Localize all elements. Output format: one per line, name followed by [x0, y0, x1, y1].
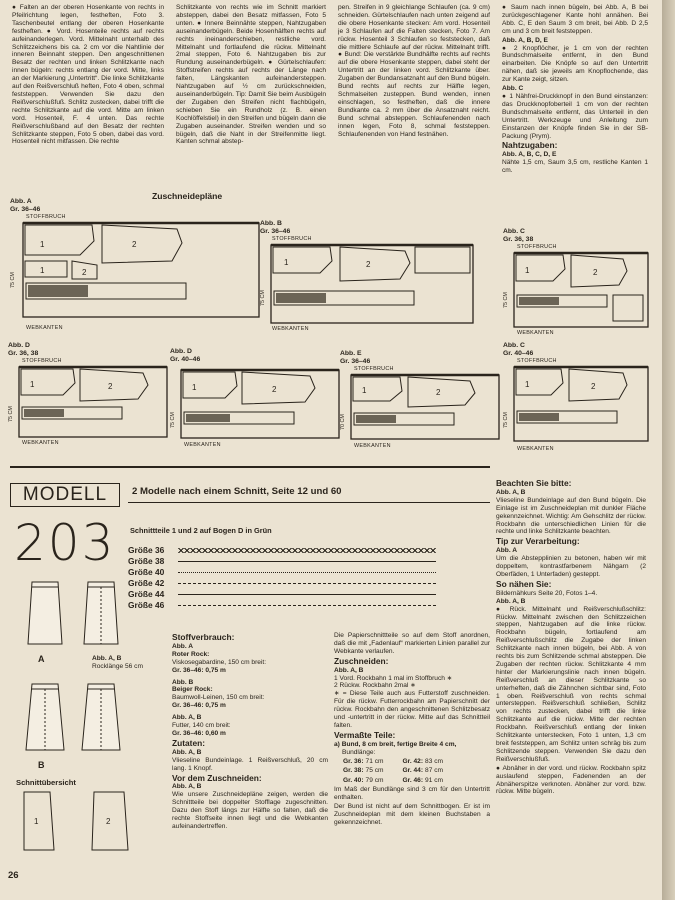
layout-sizes: Gr. 36–46	[340, 357, 371, 365]
size-label: Größe 36	[128, 545, 165, 555]
layout-diagram	[513, 365, 649, 443]
section-heading: Zuschneiden:	[334, 655, 389, 666]
next-page-edge	[662, 0, 675, 900]
skirt-sketch-a	[20, 578, 130, 650]
layout-label: Abb. C	[503, 342, 525, 349]
instructions-text: ● 1 Nähfrei-Druckknopf in den Bund einstanzen: das Druckknopfoberteil 1 cm von der rechten Bundschmalseite entfernt, das Unterteil in den Untertritt. Werkzeuge und Anleitung zum Einstanzen der Knöpfe finden Sie in der SB-Packung (Prym).	[502, 92, 648, 140]
width-label: 75 CM	[10, 272, 16, 288]
modell-title: 2 Modelle nach einem Schnitt, Seite 12 und 60	[132, 486, 342, 497]
size-label: Größe 40	[128, 567, 165, 577]
waistband-table: Gr. 36: 71 cm Gr. 42: 83 cm Gr. 38: 75 cm Gr. 44: 87 cm Gr. 40: 79 cm Gr. 46: 91 cm	[343, 757, 443, 785]
skirt-sketch-b	[20, 680, 130, 756]
section-label: Abb. A, B, C, D, E	[502, 151, 557, 159]
pattern-overview-diagram	[20, 790, 140, 852]
instructions-text: ● Falten an der oberen Hosenkante von rechts in Pfeilrichtung legen, festheften, Foto 3. Taschenbeutel entlang der oberen Hosenkante festheften. ● Vord. Hosenteile rechts auf rechts aufeinanderlegen. Vord. Mittelnaht unterhalb des Schlitzzeichens bis ca. 2 cm vor die Nahtlinie der inneren Beinnaht steppen. Den angeschnittenen Besatz der rechten und linken Schlitzkante nach innen bügeln: rechts entlang der vord. Mitte, links an der Markierung „Untertritt“. Die linke Schlitzkante auf den Reißverschluß heften, Foto 4 oben, schmal feststeppen. Verwenden Sie dazu den Reißverschlußfuß. Schlitz zustecken, dabei trifft die rechte Schlitzkante auf die vord. Mitte am linken vord. Hosenteil, F. 4 unten. Das rechte Reißverschlußband auf den Besatz der rechten Schlitzkante steppen, Foto 5 oben, dabei das vord. Hosenteil nicht mitfassen. Die rechte	[12, 4, 164, 146]
fabric-column: Stoffverbrauch: Abb. A Roter Rock: Viskosegabardine, 150 cm breit: Gr. 36–46: 0,75 m Abb. B Beiger Rock: Baumwoll-Leinen, 150 cm breit: Gr. 36–46: 0,75 m Abb. A, B Futter, 140 cm breit: Gr. 36–46: 0,60 m Zutaten: Abb. A, B Vlieseline Bundeinlage. 1 Reißverschluß, 20 cm lang. 1 Knopf. Vor dem Zuschneiden: Abb. A, B Wie unsere Zuschneidepläne zeigen, werden die Schnittteile bei doppelter Stofflage zugeschnitten. Dazu den Stoff längs zur Hälfte so falten, daß die rechte Stoffseite innen liegt und die Webkanten aufeinandertreffen.	[172, 632, 328, 830]
section-divider	[10, 466, 490, 468]
cutting-layout-e	[340, 350, 500, 454]
layout-sizes: Gr. 40–46	[170, 355, 201, 363]
svg-text:1: 1	[192, 383, 197, 392]
fold-label: STOFFBRUCH	[26, 214, 66, 220]
layout-sizes: Gr. 36, 38	[503, 235, 534, 243]
selvage-label: WEBKANTEN	[184, 442, 221, 448]
layout-diagram	[180, 368, 340, 440]
selvage-label: WEBKANTEN	[517, 330, 554, 336]
svg-text:2: 2	[106, 817, 111, 826]
layout-sizes: Gr. 36–46	[10, 205, 41, 213]
layout-label: Abb. C	[503, 228, 525, 235]
section-label: Abb. C	[502, 85, 524, 93]
width-label: 75 CM	[170, 412, 176, 428]
width-label: 75 CM	[503, 292, 509, 308]
svg-text:2: 2	[108, 382, 113, 391]
cutting-layouts-heading: Zuschneidepläne	[152, 191, 223, 201]
page-number: 26	[8, 870, 19, 881]
fold-label: STOFFBRUCH	[272, 236, 312, 242]
width-label: 75 CM	[8, 406, 14, 422]
section-heading: Zutaten:	[172, 737, 206, 748]
instructions-text: ● 2 Knopflöcher, je 1 cm von der rechten Bundschmalseite entfernt, in den Bund einarbeiten. Die Knöpfe so auf den Untertritt nähen, daß sie jeweils am Knopflochende, das zur Kante zeigt, sitzen.	[502, 44, 648, 84]
section-heading: Nahtzugaben:	[502, 140, 558, 151]
layout-sizes: Gr. 36, 38	[8, 349, 39, 357]
instructions-text: Schlitzkante von rechts wie im Schnitt markiert absteppen, dabei den Besatz mitfassen, Foto 5 unten. ● Innere Beinnähte steppen, Nahtzugaben auseinanderbügeln. Beide Hosenhälften rechts auf rechts ineinanderschieben, restliche vord. Mittelnaht und fortlaufend die rückw. Mittelnaht 2mal steppen, Foto 6. Nahtzugaben bis zur Rundung auseinanderbügeln. ● Gürtelschlaufen: Stoffstreifen rechts auf rechts der Länge nach falten, Längskanten aufeinandersteppen. Nahtzugaben auf ½ cm zurückschneiden, auseinanderbügeln. Tip: Damit Sie beim Ausbügeln der Zugaben den Streifen nicht flachbügeln, schieben Sie ein Rundholz (z. B. einen Kochlöffelstiel) in den Streifen und bügeln dann die Zugaben auseinander. Streifen wenden und so bügeln, daß die Naht in der Streifenmitte liegt. Kanten schmal abstep-	[176, 4, 326, 146]
fold-label: STOFFBRUCH	[517, 358, 557, 364]
svg-text:2: 2	[82, 268, 87, 277]
cutting-layout-d-40-46	[170, 348, 340, 452]
instructions-text: ● Saum nach innen bügeln, bei Abb. A, B bei zurückgeschlagener Kante hohl annähen. Bei Abb. C, E den Saum 3 cm breit, bei Abb. D 2,5 cm und 3 cm breit feststeppen.	[502, 4, 648, 35]
section-heading: Tip zur Verarbeitung:	[496, 536, 580, 547]
cutting-layout-d-36-38	[8, 342, 168, 450]
cutting-column: Die Papierschnittteile so auf dem Stoff anordnen, daß die mit „Fadenlauf“ markierten Linien parallel zur Webkante verlaufen. Zuschneiden: Abb. A, B 1 Vord. Rockbahn 1 mal im Stoffbruch ∗ 2 Rückw. Rockbahn 2mal ∗ ∗ = Diese Teile auch aus Futterstoff zuschneiden. Für die rückw. Futterrockbahn am Papierschnitt der rückw. Rockbahn den angeschnittenen Schlitzbesatz und -untertritt in der rückw. Mitte auf das Schnittteil falten. Vermaßte Teile: a) Bund, 8 cm breit, fertige Breite 4 cm, Bundlänge: Gr. 36: 71 cm Gr. 42: 83 cm Gr. 38: 75 cm Gr. 44: 87 cm Gr. 40: 79 cm Gr. 46: 91 cm Im Maß der Bundlänge sind 3 cm für den Untertritt enthalten. Der Bund ist nicht auf dem Schnittbogen. Er ist im Zuschneideplan mit dem kleinen Buchstaben a gekennzeichnet.	[334, 632, 490, 826]
svg-text:1: 1	[40, 240, 45, 249]
section-label: Abb. A, B, D, E	[502, 36, 548, 44]
layout-label: Abb. D	[170, 348, 192, 355]
cutting-layout-a	[10, 198, 260, 338]
cutting-layout-c-36-38	[503, 228, 651, 340]
sketch-label-a: A	[38, 654, 45, 664]
fold-label: STOFFBRUCH	[354, 366, 394, 372]
width-label: 70 CM	[340, 414, 346, 430]
width-label: 75 CM	[260, 290, 266, 306]
svg-text:2: 2	[272, 385, 277, 394]
section-heading: Vermaßte Teile:	[334, 729, 396, 740]
layout-diagram	[350, 373, 500, 441]
layout-label: Abb. B	[260, 220, 282, 227]
svg-text:2: 2	[436, 388, 441, 397]
size-label: Größe 46	[128, 600, 165, 610]
sketch-label-b: B	[38, 760, 45, 770]
svg-text:1: 1	[525, 380, 530, 389]
fold-label: STOFFBRUCH	[517, 244, 557, 250]
width-label: 75 CM	[503, 412, 509, 428]
section-heading: Vor dem Zuschneiden:	[172, 772, 262, 783]
layout-diagram	[22, 221, 260, 321]
selvage-label: WEBKANTEN	[22, 440, 59, 446]
right-column: Beachten Sie bitte: Abb. A, B Vlieseline Bundeinlage auf den Bund bügeln. Die Einlage ist im Zuschneideplan mit dunkler Fläche gekennzeichnet. Wichtig: Am Gehschlitz der rückw. Rockbahn die unterschiedlichen Linien für die rechte und linke Schlitzkante beachten. Tip zur Verarbeitung: Abb. A Um die Abstepplinien zu betonen, haben wir mit doppeltem, kontrastfarbenem Nähgarn (2 Oberfäden, 1 Unterfaden) gesteppt. So nähen Sie: Bildernähkurs Seite 20, Fotos 1–4. Abb. A, B ● Rück. Mittelnaht und Reißverschlußschlitz: Rückw. Mittelnaht zwischen den Schlitzzeichen steppen, Nahtzugaben auf die linke rückw. Rockbahn bügeln, fortlaufend am Reißverschlußschlitz die Zugabe der linken Schlitzkante nach innen bügeln, bei Abb. A von rechts bis zum Schlitzende schmal absteppen. Die Zugaben der rechten rückw. Schlitzkante 4 mm hinter der Markierungslinie nach innen bügeln. Reißverschluß an dieser Schlitzkante so unterheften, daß die Zähnchen sichtbar sind, Foto 1 oben. Reißverschluß von rechts schmal untersteppen. Reißverschluß schließen, Schlitz von rechts zustecken, dabei trifft die linke Schlitzkante auf die rückw. Mitte der rechten Rockbahn. Reißverschluß entlang der linken Schlitzkante unterstecken, Foto 1 unten, 1,3 cm breit feststeppen, am Schlitz unten schräg bis zum Schlitzende steppen. Verwenden Sie dazu den Reißverschlußfuß. ● Abnäher in der vord. und rückw. Rockbahn spitz auslaufend steppen, Fadenenden an der Abnäherspitze verknoten. Abnäher zur vord. bzw. rückw. Mitte bügeln.	[496, 478, 646, 796]
title-underline	[128, 502, 490, 503]
selvage-label: WEBKANTEN	[26, 325, 63, 331]
svg-text:1: 1	[30, 380, 35, 389]
size-label: Größe 42	[128, 578, 165, 588]
text-column-1	[12, 4, 164, 194]
svg-text:1: 1	[40, 266, 45, 275]
selvage-label: WEBKANTEN	[354, 443, 391, 449]
section-heading: Stoffverbrauch:	[172, 632, 235, 642]
size-label: Größe 44	[128, 589, 165, 599]
layout-label: Abb. E	[340, 350, 362, 357]
length-label: Abb. A, B Rocklänge 56 cm	[92, 655, 143, 670]
modell-label: MODELL	[10, 483, 120, 507]
layout-sizes: Gr. 40–46	[503, 349, 534, 357]
modell-subtitle: Schnittteile 1 und 2 auf Bogen D in Grün	[130, 526, 272, 535]
text-column-4	[502, 4, 648, 224]
section-heading: Beachten Sie bitte:	[496, 478, 572, 488]
instructions-text: pen. Streifen in 9 gleichlange Schlaufen (ca. 9 cm) schneiden. Gürtelschlaufen nach unten zeigend auf die obere Hosenkante stecken: Am vord. Hosenteil je 3 Schlaufen auf die Falten stecken, Foto 7. Am rückw. Hosenteil 3 Schlaufen so feststecken, daß die mittlere Schlaufe auf der rückw. Mittelnaht trifft. ● Bund: Die verstärkte Bundhälfte rechts auf rechts auf die obere Hosenkante steppen, dabei steht der Untertritt an der linken vord. Schlitzkante über. Zugaben der Bundansatznaht auf den Bund bügeln. Bund rechts auf rechts zur Hälfte legen, Schmalseiten zusteppen. Bund wenden, innen einschlagen, so festheften, daß die innere Bundkante ca. 2 mm über die Ansatznaht reicht. Bund schmal absteppen. Schlaufenenden nach innen legen, Foto 8, schmal feststeppen. Schlaufenenden von Hand festnähen.	[338, 4, 490, 138]
section-heading: So nähen Sie:	[496, 578, 552, 589]
selvage-label: WEBKANTEN	[517, 446, 554, 452]
size-label: Größe 38	[128, 556, 165, 566]
svg-text:2: 2	[366, 260, 371, 269]
cutting-layout-c-40-46	[503, 342, 651, 454]
svg-text:2: 2	[593, 268, 598, 277]
selvage-label: WEBKANTEN	[272, 326, 309, 332]
layout-sizes: Gr. 36–46	[260, 227, 291, 235]
instructions-text: Nähte 1,5 cm, Saum 3,5 cm, restliche Kanten 1 cm.	[502, 159, 648, 175]
svg-text:2: 2	[132, 240, 137, 249]
svg-text:2: 2	[591, 382, 596, 391]
svg-text:1: 1	[525, 266, 530, 275]
modell-number: 203	[14, 514, 116, 572]
svg-text:1: 1	[34, 817, 39, 826]
layout-diagram	[513, 251, 649, 329]
layout-label: Abb. D	[8, 342, 30, 349]
layout-diagram	[18, 365, 168, 439]
fold-label: STOFFBRUCH	[22, 358, 62, 364]
layout-diagram	[270, 243, 474, 325]
layout-label: Abb. A	[10, 198, 32, 205]
text-column-2	[176, 4, 326, 194]
svg-text:1: 1	[284, 258, 289, 267]
cutting-layout-b	[260, 220, 475, 338]
svg-text:1: 1	[362, 386, 367, 395]
pattern-overview-heading: Schnittübersicht	[16, 778, 76, 787]
text-column-3	[338, 4, 490, 194]
